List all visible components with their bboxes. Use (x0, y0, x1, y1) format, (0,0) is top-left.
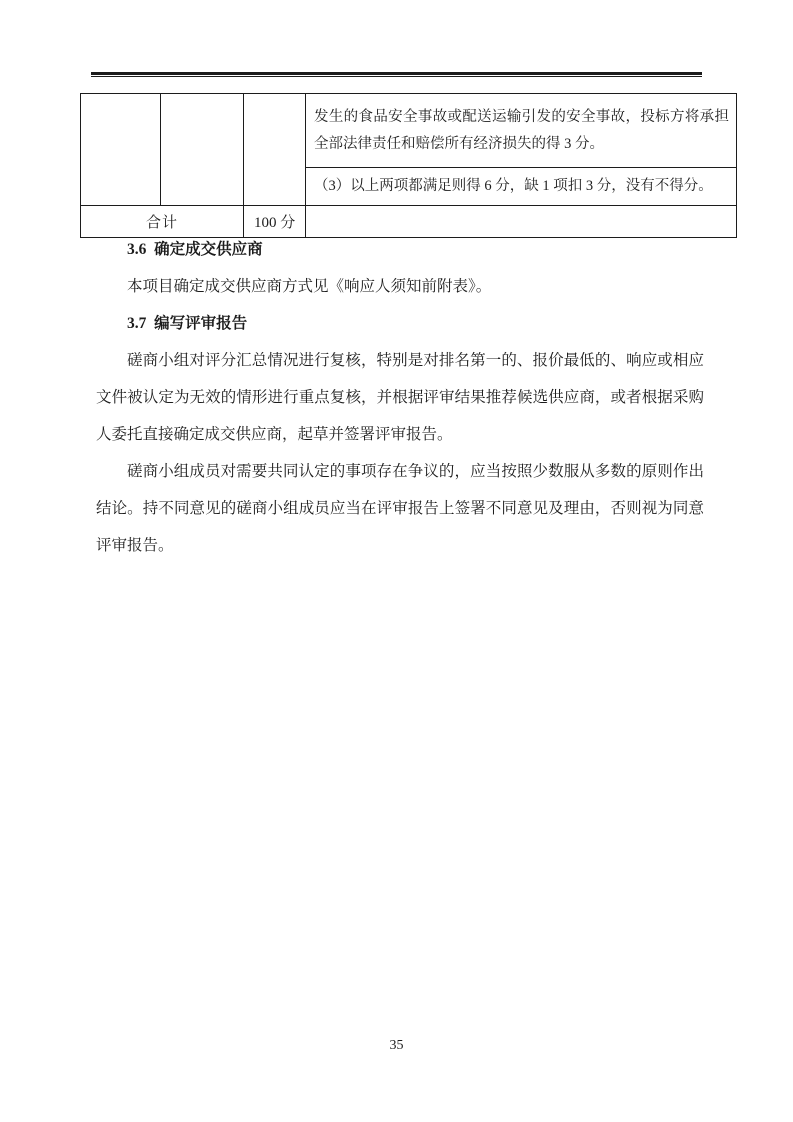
document-body (96, 231, 704, 564)
header-double-rule (91, 72, 702, 77)
section-heading-3-7: 3.7 编写评审报告 (127, 315, 248, 332)
table-cell-empty (161, 94, 244, 206)
page-number: 35 (389, 1038, 404, 1053)
section-3-6-paragraph: 本项目确定成交供应商方式见《响应人须知前附表》。 (127, 278, 492, 295)
section-heading-3-6: 3.6 确定成交供应商 (127, 241, 263, 258)
criteria-text-cell: （3）以上两项都满足则得 6 分，缺 1 项扣 3 分，没有不得分。 (306, 168, 737, 206)
criteria-text-cell: 发生的食品安全事故或配送运输引发的安全事故，投标方将承担全部法律责任和赔偿所有经济损失的得 3 分。 (306, 94, 737, 168)
table-cell-empty (244, 94, 306, 206)
total-label-cell: 合计 (81, 206, 244, 238)
section-3-7-paragraph-2: 磋商小组成员对需要共同认定的事项存在争议的，应当按照少数服从多数的原则作出结论。持不同意见的磋商小组成员应当在评审报告上签署不同意见及理由，否则视为同意评审报告。 (96, 463, 704, 554)
total-score-cell: 100 分 (244, 206, 306, 238)
table-row (81, 94, 737, 168)
evaluation-score-table (80, 93, 737, 238)
table-cell-empty (81, 94, 161, 206)
section-3-7-paragraph-1: 磋商小组对评分汇总情况进行复核，特别是对排名第一的、报价最低的、响应或相应文件被认定为无效的情形进行重点复核，并根据评审结果推荐候选供应商，或者根据采购人委托直接确定成交供应商，起草并签署评审报告。 (96, 352, 704, 443)
